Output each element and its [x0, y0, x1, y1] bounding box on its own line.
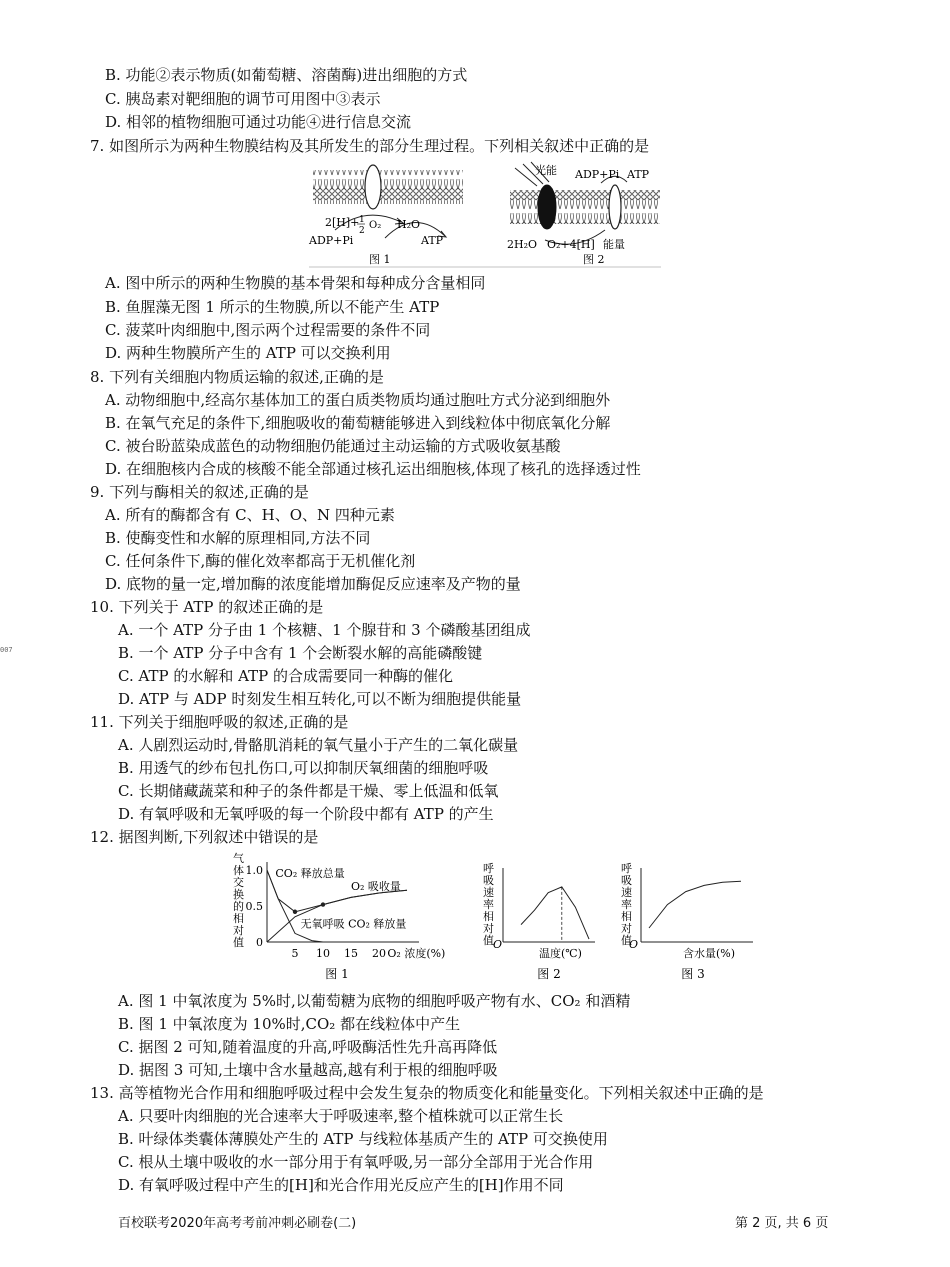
q9-option-d: D. 底物的量一定,增加酶的浓度能增加酶促反应速率及产物的量 [105, 575, 521, 593]
q12-charts [225, 850, 765, 985]
q8-option-c: C. 被台盼蓝染成蓝色的动物细胞仍能通过主动运输的方式吸收氨基酸 [105, 437, 561, 455]
q8-stem: 8. 下列有关细胞内物质运输的叙述,正确的是 [90, 368, 384, 386]
fig2-light: 光能 [535, 164, 557, 177]
q9-stem: 9. 下列与酶相关的叙述,正确的是 [90, 483, 309, 501]
fig1-adp: ADP+Pi [309, 234, 354, 247]
chart1-x-tick: 5 [291, 947, 299, 960]
q9-option-a: A. 所有的酶都含有 C、H、O、N 四种元素 [105, 506, 395, 524]
chart1-ylabel: 对 [233, 924, 244, 937]
q7-option-a: A. 图中所示的两种生物膜的基本骨架和每种成分含量相同 [105, 274, 486, 292]
chart1-legend-o2: O₂ 吸收量 [351, 880, 401, 894]
q8-option-a: A. 动物细胞中,经高尔基体加工的蛋白质类物质均通过胞吐方式分泌到细胞外 [105, 391, 611, 409]
chart3-ylabel: 速 [621, 886, 632, 899]
q13-option-d: D. 有氧呼吸过程中产生的[H]和光合作用光反应产生的[H]作用不同 [118, 1176, 564, 1194]
chart1-ylabel: 体 [233, 864, 244, 877]
q9-option-b: B. 使酶变性和水解的原理相同,方法不同 [105, 529, 371, 547]
q12-option-c: C. 据图 2 可知,随着温度的升高,呼吸酶活性先升高再降低 [118, 1038, 498, 1056]
q12-option-b: B. 图 1 中氧浓度为 10%时,CO₂ 都在线粒体中产生 [118, 1015, 461, 1033]
chart2-xlabel: 温度(℃) [539, 947, 582, 960]
q6-option-d: D. 相邻的植物细胞可通过功能④进行信息交流 [105, 113, 412, 131]
chart2-title: 图 2 [537, 967, 561, 981]
chart2-ylabel: 相 [483, 910, 494, 923]
q8-option-b: B. 在氧气充足的条件下,细胞吸收的葡萄糖能够进入到线粒体中彻底氧化分解 [105, 414, 611, 432]
q13-stem: 13. 高等植物光合作用和细胞呼吸过程中会发生复杂的物质变化和能量变化。下列相关叙述中正确的是 [90, 1084, 764, 1102]
q6-option-b: B. 功能②表示物质(如葡萄糖、溶菌酶)进出细胞的方式 [105, 66, 468, 84]
q12-stem: 12. 据图判断,下列叙述中错误的是 [90, 828, 319, 846]
q13-option-b: B. 叶绿体类囊体薄膜处产生的 ATP 与线粒体基质产生的 ATP 可交换使用 [118, 1130, 608, 1148]
q11-option-b: B. 用透气的纱布包扎伤口,可以抑制厌氧细菌的细胞呼吸 [118, 759, 489, 777]
fig1-membrane [313, 165, 463, 209]
q11-option-a: A. 人剧烈运动时,骨骼肌消耗的氧气量小于产生的二氧化碳量 [118, 736, 519, 754]
chart1-ylabel: 换 [233, 888, 244, 901]
fig1-label: 图 1 [369, 253, 391, 266]
chart2-origin: O [493, 938, 503, 951]
chart1-ylabel: 气 [233, 852, 244, 865]
fig1-o2: O₂ [369, 220, 382, 231]
fig1-eq-left: 2[H]+ [325, 216, 360, 229]
q11-stem: 11. 下列关于细胞呼吸的叙述,正确的是 [90, 713, 349, 731]
q9-option-c: C. 任何条件下,酶的催化效率都高于无机催化剂 [105, 552, 416, 570]
chart1-point-5 [293, 910, 297, 914]
chart3-ylabel: 值 [621, 934, 632, 947]
q11-option-d: D. 有氧呼吸和无氧呼吸的每一个阶段中都有 ATP 的产生 [118, 805, 494, 823]
chart3-ylabel: 相 [621, 910, 632, 923]
chart3-ylabel: 率 [621, 898, 632, 911]
footer-title: 百校联考2020年高考考前冲刺必刷卷(二) [118, 1216, 357, 1231]
chart3-ylabel: 吸 [621, 874, 632, 887]
chart1-legend-co2-total: CO₂ 释放总量 [275, 867, 345, 881]
chart1-ylabel: 交 [233, 876, 244, 889]
chart1-x-tick: 20 [372, 947, 386, 960]
fig1-half-den: 2 [359, 226, 365, 236]
chart2-ylabel: 速 [483, 886, 494, 899]
chart1-point-10 [321, 902, 325, 906]
q7-membrane-figures [305, 160, 665, 272]
chart1-xlabel: O₂ 浓度(%) [387, 947, 446, 960]
chart1-legend-anaerobic: 无氧呼吸 CO₂ 释放量 [300, 917, 407, 931]
q11-option-c: C. 长期储藏蔬菜和种子的条件都是干燥、零上低温和低氧 [118, 782, 499, 800]
fig1-atp: ATP [421, 234, 444, 247]
q6-option-c: C. 胰岛素对靶细胞的调节可用图中③表示 [105, 90, 381, 108]
q12-option-d: D. 据图 3 可知,土壤中含水量越高,越有利于根的细胞呼吸 [118, 1061, 498, 1079]
fig2-label: 图 2 [583, 253, 605, 266]
chart1-ylabel: 的 [233, 900, 244, 913]
chart2-ylabel: 呼 [483, 862, 494, 875]
chart3-curve [649, 881, 741, 928]
chart2-ylabel: 率 [483, 898, 494, 911]
q7-stem: 7. 如图所示为两种生物膜结构及其所发生的部分生理过程。下列相关叙述中正确的是 [90, 137, 650, 155]
q13-option-a: A. 只要叶肉细胞的光合速率大于呼吸速率,整个植株就可以正常生长 [118, 1107, 564, 1125]
q10-stem: 10. 下列关于 ATP 的叙述正确的是 [90, 598, 324, 616]
chart2-ylabel: 对 [483, 922, 494, 935]
q10-option-b: B. 一个 ATP 分子中含有 1 个会断裂水解的高能磷酸键 [118, 644, 483, 662]
chart1-title: 图 1 [325, 967, 349, 981]
q13-option-c: C. 根从土壤中吸收的水一部分用于有氧呼吸,另一部分全部用于光合作用 [118, 1153, 594, 1171]
q10-option-d: D. ATP 与 ADP 时刻发生相互转化,可以不断为细胞提供能量 [118, 690, 522, 708]
chart2-ylabel: 吸 [483, 874, 494, 887]
fig2-h2o: 2H₂O [507, 238, 538, 251]
chart1-ylabel: 值 [233, 936, 244, 949]
fig2-atp: ATP [627, 168, 650, 181]
chart1-x-tick: 15 [344, 947, 358, 960]
chart1-y-tick: 1.0 [245, 864, 263, 877]
chart3-title: 图 3 [681, 967, 705, 981]
q8-option-d: D. 在细胞核内合成的核酸不能全部通过核孔运出细胞核,体现了核孔的选择透过性 [105, 460, 641, 478]
fig2-adp: ADP+Pi [575, 168, 620, 181]
chart2-ylabel: 值 [483, 934, 494, 947]
chart1-ylabel: 相 [233, 912, 244, 925]
q7-option-b: B. 鱼腥藻无图 1 所示的生物膜,所以不能产生 ATP [105, 298, 440, 316]
chart1-series-line-1 [267, 890, 407, 942]
chart3-origin: O [629, 938, 639, 951]
q7-option-d: D. 两种生物膜所产生的 ATP 可以交换利用 [105, 344, 391, 362]
margin-mark: 007 [0, 646, 13, 654]
chart3-ylabel: 对 [621, 922, 632, 935]
fig2-membrane [510, 185, 660, 229]
chart1-series-line-2 [267, 870, 323, 942]
chart3-ylabel: 呼 [621, 862, 632, 875]
q10-option-c: C. ATP 的水解和 ATP 的合成需要同一种酶的催化 [118, 667, 454, 685]
chart1-y-tick: 0 [256, 936, 263, 949]
fig1-half-num: 1 [359, 215, 365, 225]
fig2-energy: 能量 [603, 238, 625, 251]
fig2-o2: O₂+4[H] [547, 238, 595, 251]
footer-page-number: 第 2 页, 共 6 页 [735, 1216, 829, 1231]
chart3-xlabel: 含水量(%) [683, 947, 736, 960]
q7-option-c: C. 菠菜叶肉细胞中,图示两个过程需要的条件不同 [105, 321, 431, 339]
q12-option-a: A. 图 1 中氧浓度为 5%时,以葡萄糖为底物的细胞呼吸产物有水、CO₂ 和酒精 [118, 992, 631, 1010]
chart2-curve [521, 887, 589, 939]
fig1-h2o: H₂O [397, 218, 421, 231]
chart1-x-tick: 10 [316, 947, 330, 960]
chart1-y-tick: 0.5 [245, 900, 263, 913]
q10-option-a: A. 一个 ATP 分子由 1 个核糖、1 个腺苷和 3 个磷酸基团组成 [118, 621, 531, 639]
